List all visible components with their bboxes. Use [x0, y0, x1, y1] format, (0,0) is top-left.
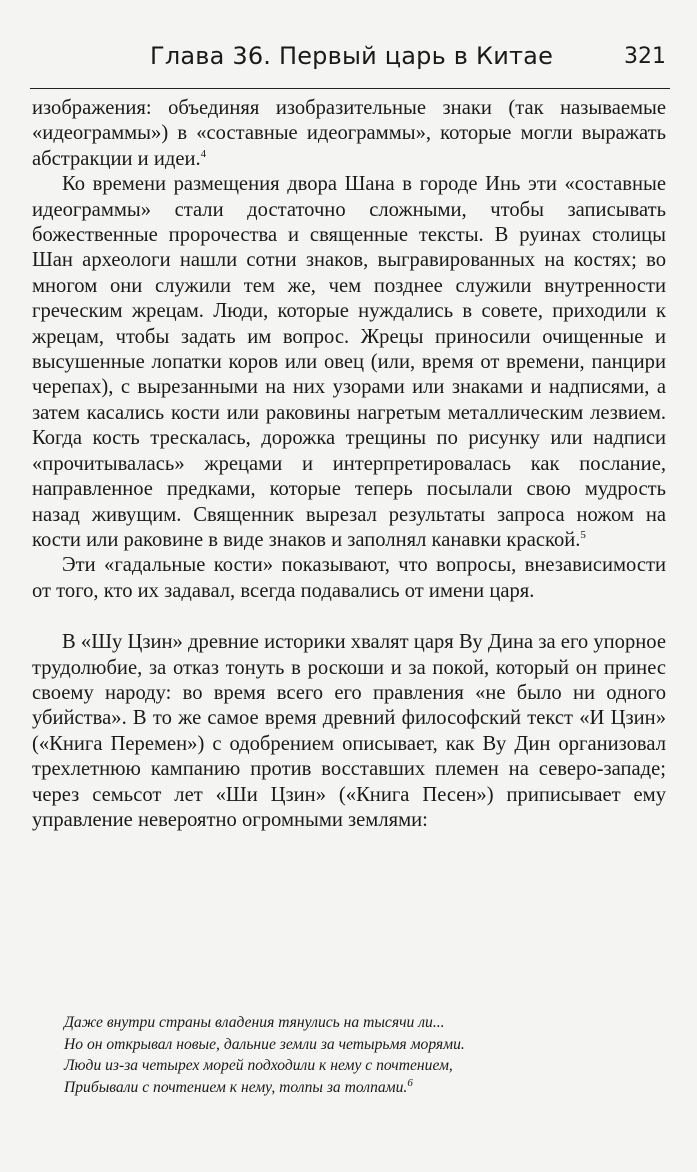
- footnote-ref: 5: [580, 529, 586, 542]
- header-rule: [30, 88, 670, 89]
- footnote-ref: 6: [407, 1076, 413, 1089]
- verse-line: Но он открывал новые, дальние земли за четырьмя морями.: [64, 1035, 465, 1053]
- verse-line: Люди из-за четырех морей подходили к нему с почтением,: [64, 1057, 453, 1075]
- paragraph: [32, 96, 666, 172]
- page-number: 321: [624, 44, 666, 69]
- paragraph-text: Эти «гадальные кости» показывают, что вопросы, внезависимости от того, кто их задавал, всегда подавались от имени царя.: [32, 554, 666, 602]
- running-header: [30, 40, 670, 80]
- verse-quote: [64, 1012, 664, 1098]
- paragraph: [32, 630, 666, 833]
- paragraph-text: В «Шу Цзин» древние историки хвалят царя Ву Дина за его упорное трудолюбие, за отказ тонуть в роскоши и за покой, который он принес своему народу: во время всего его правления «не было ни одного убийства». В то же самое время древний философский текст «И Цзин» («Книга Перемен») с одобрением описывает, как Ву Дин организовал трехлетнюю кампанию против восставших племен на северо-западе; через семьсот лет «Ши Цзин» («Книга Песен») приписывает ему управление невероятно огромными землями:: [32, 631, 666, 831]
- body-text: [32, 96, 666, 833]
- paragraph: [32, 172, 666, 553]
- verse-line-last: [64, 1077, 664, 1099]
- paragraph-text: изображения: объединяя изобразительные знаки (так называемые «идеограммы») в «составные идеограммы», которые могли выражать абстракции и идеи.: [32, 97, 666, 170]
- paragraph-text: Ко времени размещения двора Шана в городе Инь эти «составные идеограммы» стали достаточно сложными, чтобы записывать божественные пророчества и священные тексты. В руинах столицы Шан археологи нашли сотни знаков, выгравированных на костях; во многом они служили тем же, чем позднее служили внутренности греческим жрецам. Люди, которые нуждались в совете, приходили к жрецам, чтобы задать им вопрос. Жрецы приносили очищенные и высушенные лопатки коров или овец (или, время от времени, панцири черепах), с вырезанными на них узорами или знаками и надписями, а затем касались кости или раковины нагретым металлическим лезвием. Когда кость трескалась, дорожка трещины по рисунку или надписи «прочитывалась» жрецами и интерпретировалась как послание, направленное предками, которые теперь посылали свою мудрость назад живущим. Священник вырезал результаты запроса ножом на кости или раковине в виде знаков и заполнял канавки краской.: [32, 173, 666, 551]
- verse-line-text: Прибывали с почтением к нему, толпы за толпами.: [64, 1078, 408, 1096]
- chapter-title: Глава 36. Первый царь в Китае: [150, 42, 554, 70]
- paragraph: [32, 553, 666, 604]
- verse-line: Даже внутри страны владения тянулись на тысячи ли...: [64, 1014, 445, 1031]
- footnote-ref: 4: [200, 147, 207, 160]
